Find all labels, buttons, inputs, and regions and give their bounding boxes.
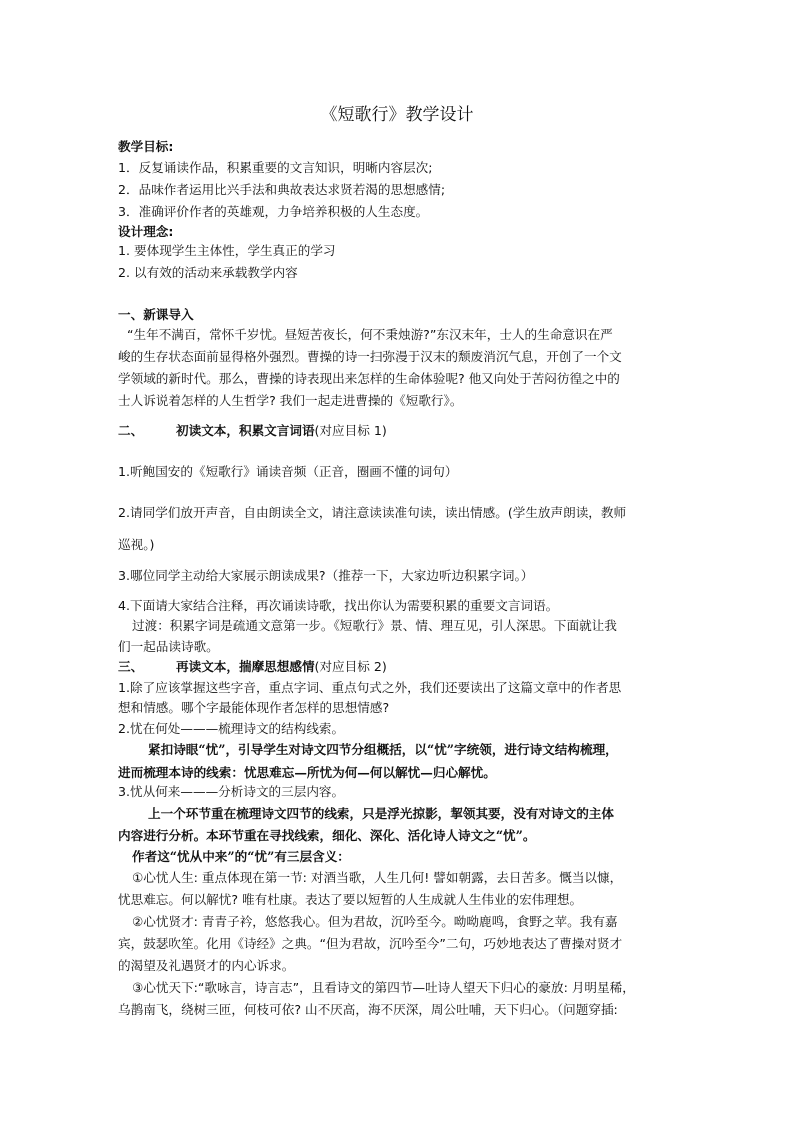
section3-line: 作者这“忧从中来”的“忧”有三层含义： bbox=[132, 849, 350, 864]
transition-text: 过渡：积累字词是疏通文意第一步。《短歌行》景、情、理互见，引人深思。下面就让我 bbox=[132, 618, 617, 633]
section1-heading: 一、新课导入 bbox=[118, 307, 194, 322]
section3-line: 想和情感。哪个字最能体现作者怎样的思想情感? bbox=[118, 700, 390, 715]
section3-line: 紧扣诗眼“忧”，引导学生对诗文四节分组概括，以“忧”字统领，进行诗文结构梳理， bbox=[148, 742, 618, 757]
section3-line: 2.忧在何处———梳理诗文的结构线索。 bbox=[118, 721, 345, 736]
section3-heading: 再读文本，揣摩思想感情(对应目标 2) bbox=[176, 659, 387, 674]
section3-line: 的渴望及礼遇贤才的内心诉求。 bbox=[118, 958, 295, 973]
section2-step-2: 2.请同学们放开声音，自由朗读全文，请注意读读准句读，读出情感。(学生放声朗读，教师 bbox=[118, 505, 627, 520]
objective-item: 2．品味作者运用比兴手法和典故表达求贤若渴的思想感情; bbox=[118, 182, 446, 197]
document-title: 《短歌行》教学设计 bbox=[320, 105, 474, 125]
section3-line: 乌鹊南飞，绕树三匝，何枝可依? 山不厌高，海不厌深，周公吐哺，天下归心。（问题穿插: bbox=[118, 1002, 618, 1017]
section2-step-4: 4.下面请大家结合注释，再次诵读诗歌，找出你认为需要积累的重要文言词语。 bbox=[118, 598, 559, 613]
section3-line: ①心忧人生: 重点体现在第一节: 对酒当歌，人生几何! 譬如朝露，去日苦多。慨当以慷， bbox=[132, 870, 623, 885]
concept-item: 2. 以有效的活动来承载教学内容 bbox=[118, 265, 298, 280]
section3-line: 宾，鼓瑟吹笙。化用《诗经》之典。“但为君故，沉吟至今”二句，巧妙地表达了曹操对贤才 bbox=[118, 936, 623, 951]
section2-step-2-cont: 巡视。) bbox=[118, 537, 155, 552]
transition-text: 们一起品读诗歌。 bbox=[118, 639, 219, 654]
section1-line: 学领域的新时代。那么，曹操的诗表现出来怎样的生命体验呢? 他又向处于苦闷彷徨之中的 bbox=[118, 371, 620, 386]
objective-item: 1．反复诵读作品，积累重要的文言知识，明晰内容层次; bbox=[118, 160, 433, 175]
section2-step-1: 1.听鲍国安的《短歌行》诵读音频（正音，圈画不懂的词句） bbox=[118, 464, 458, 479]
section2-heading: 初读文本，积累文言词语(对应目标 1) bbox=[176, 423, 387, 438]
section3-line: 忧思难忘。何以解忧? 唯有杜康。表达了要以短暂的人生成就人生伟业的宏伟理想。 bbox=[118, 892, 583, 907]
section3-line: 1.除了应该掌握这些字音，重点字词、重点句式之外，我们还要读出了这篇文章中的作者思 bbox=[118, 680, 622, 695]
section3-line: 进而梳理本诗的线索：忧思难忘—所忧为何—何以解忧—归心解忧。 bbox=[118, 765, 496, 780]
concept-item: 1. 要体现学生主体性，学生真正的学习 bbox=[118, 243, 336, 258]
section3-line: ③心忧天下:“歌咏言，诗言志”，且看诗文的第四节—吐诗人望天下归心的豪放: 月明星稀， bbox=[132, 980, 635, 995]
concept-heading: 设计理念: bbox=[118, 224, 174, 239]
section3-line: 内容进行分析。本环节重在寻找线索，细化、深化、活化诗人诗文之“忧”。 bbox=[118, 828, 536, 843]
section1-line: 峻的生存状态面前显得格外强烈。曹操的诗一扫弥漫于汉末的颓废消沉气息，开创了一个文 bbox=[118, 349, 622, 364]
section3-line: 上一个环节重在梳理诗文四节的线索，只是浮光掠影，挈领其要，没有对诗文的主体 bbox=[148, 806, 614, 821]
section2-step-3: 3.哪位同学主动给大家展示朗读成果?（推荐一下，大家边听边积累字词。） bbox=[118, 568, 534, 583]
section3-line: ②心忧贤才: 青青子衿，悠悠我心。但为君故，沉吟至今。呦呦鹿鸣，食野之苹。我有嘉 bbox=[132, 914, 618, 929]
objective-item: 3．准确评价作者的英雄观，力争培养积极的人生态度。 bbox=[118, 204, 429, 219]
objectives-heading: 教学目标: bbox=[118, 139, 174, 154]
section3-number: 三、 bbox=[118, 659, 144, 674]
section1-line: “生年不满百，常怀千岁忧。昼短苦夜长，何不秉烛游?”东汉末年，士人的生命意识在严 bbox=[127, 327, 613, 342]
section3-line: 3.忧从何来———分析诗文的三层内容。 bbox=[118, 784, 345, 799]
section1-line: 士人诉说着怎样的人生哲学? 我们一起走进曹操的《短歌行》。 bbox=[118, 393, 463, 408]
section2-number: 二、 bbox=[118, 423, 144, 438]
